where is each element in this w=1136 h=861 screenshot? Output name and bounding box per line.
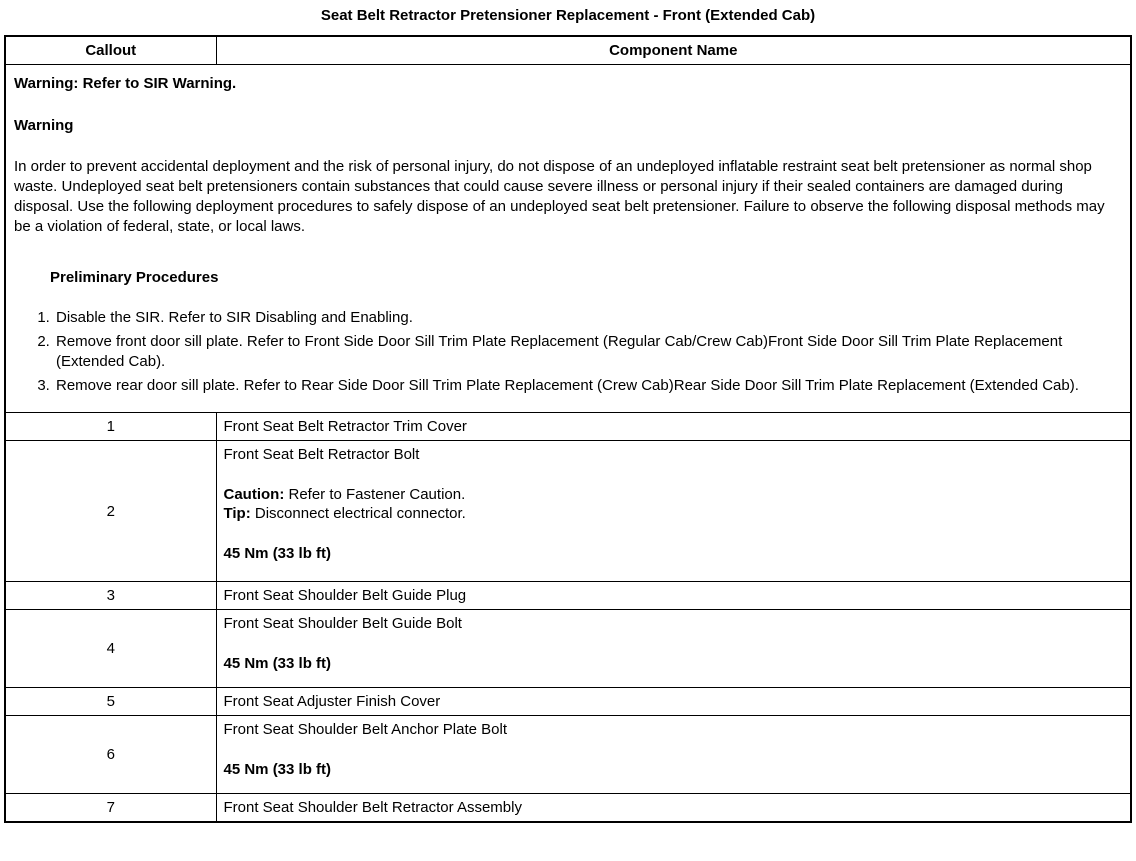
- warning-cell: [5, 65, 1131, 413]
- callout-column-header: Callout: [5, 36, 216, 65]
- component-name: Front Seat Shoulder Belt Guide Plug: [216, 582, 1131, 610]
- component-name: Front Seat Shoulder Belt Guide Bolt: [223, 615, 462, 632]
- callout-number: 1: [5, 413, 216, 441]
- caution-label: Caution:: [223, 486, 285, 503]
- page-title: Seat Belt Retractor Pretensioner Replacement - Front (Extended Cab): [320, 7, 816, 24]
- sir-warning-text: Warning: Refer to SIR Warning.: [14, 75, 237, 92]
- callout-number: 2: [5, 441, 216, 582]
- component-name: Front Seat Adjuster Finish Cover: [216, 688, 1131, 716]
- warning-body-text: In order to prevent accidental deployment and the risk of personal injury, do not dispose of an undeployed inflatable restraint seat belt pretensioner as normal shop waste. Undeployed seat belt pretensioners contain substances that could cause severe illness or personal injury if their sealed containers are damaged during disposal. Use the following deployment procedures to safely dispose of an undeployed seat belt pretensioner. Failure to observe the following disposal methods may be a violation of federal, state, or local laws.: [14, 158, 1105, 235]
- callout-number: 4: [5, 610, 216, 688]
- table-row: [5, 441, 1131, 582]
- table-row: [5, 413, 1131, 441]
- callout-number: 7: [5, 794, 216, 823]
- preliminary-procedures-list: [14, 308, 1122, 396]
- component-name: Front Seat Shoulder Belt Retractor Assembly: [216, 794, 1131, 823]
- callout-number: 6: [5, 716, 216, 794]
- preliminary-procedures-heading: Preliminary Procedures: [50, 269, 219, 286]
- table-row: [5, 716, 1131, 794]
- component-name: Front Seat Belt Retractor Trim Cover: [216, 413, 1131, 441]
- component-name-column-header: Component Name: [216, 36, 1131, 65]
- procedure-step-2: 2. Remove front door sill plate. Refer to Front Side Door Sill Trim Plate Replacement (Regular Cab/Crew Cab)Front Side Door Sill Trim Plate Replacement (Extended Cab).: [54, 332, 1122, 372]
- component-cell: [216, 441, 1131, 582]
- callout-number: 3: [5, 582, 216, 610]
- tip-label: Tip:: [223, 505, 251, 522]
- tip-text: Disconnect electrical connector.: [250, 505, 466, 522]
- tip-note: [224, 504, 1124, 523]
- table-row: [5, 688, 1131, 716]
- component-cell: [216, 610, 1131, 688]
- component-cell: [216, 716, 1131, 794]
- table-row: [5, 610, 1131, 688]
- warning-row: [5, 65, 1131, 413]
- component-name: Front Seat Belt Retractor Bolt: [223, 446, 420, 463]
- procedure-step-3: 3. Remove rear door sill plate. Refer to Rear Side Door Sill Trim Plate Replacement (Crew Cab)Rear Side Door Sill Trim Plate Replacement (Extended Cab).: [54, 376, 1122, 396]
- table-header-row: [5, 36, 1131, 65]
- table-row: [5, 794, 1131, 823]
- warning-label: Warning: [14, 117, 74, 134]
- component-name: Front Seat Shoulder Belt Anchor Plate Bolt: [223, 721, 507, 738]
- torque-spec: 45 Nm (33 lb ft): [223, 545, 332, 562]
- caution-text: Refer to Fastener Caution.: [284, 486, 466, 503]
- caution-note: [224, 485, 1124, 504]
- torque-spec: 45 Nm (33 lb ft): [223, 655, 332, 672]
- torque-spec: 45 Nm (33 lb ft): [223, 761, 332, 778]
- table-row: [5, 582, 1131, 610]
- procedure-step-1: 1. Disable the SIR. Refer to SIR Disabling and Enabling.: [54, 308, 1122, 328]
- callout-number: 5: [5, 688, 216, 716]
- callout-table: [4, 35, 1132, 823]
